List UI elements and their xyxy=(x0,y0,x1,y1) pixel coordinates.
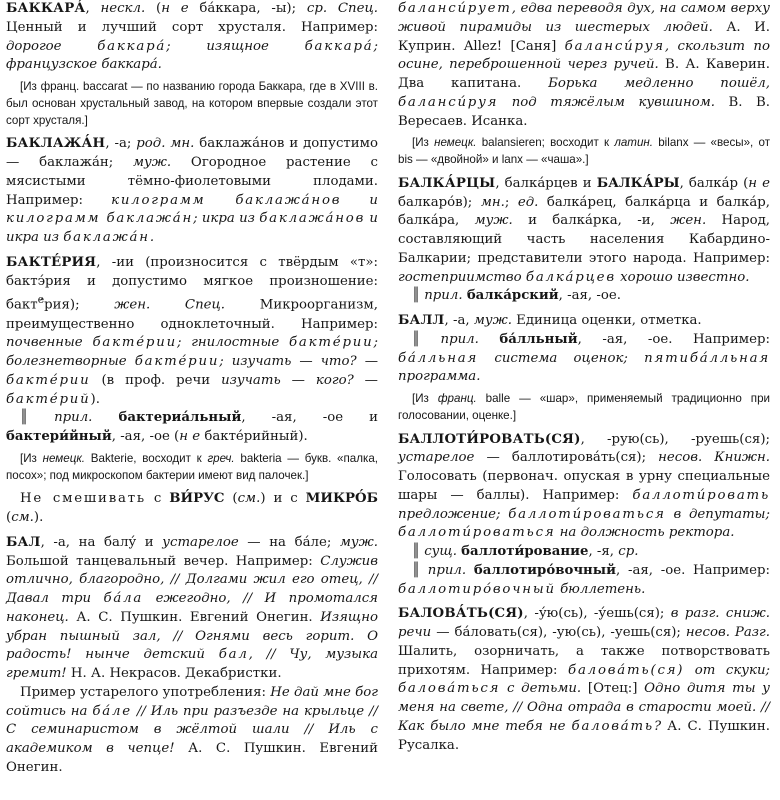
dictionary-entry xyxy=(398,175,770,306)
right-column xyxy=(398,0,770,761)
entry-definition: БАККАРА́, нескл. (н е ба́ккара, -ы); ср. Спец. Ценный и лучший сорт хрусталя. Например: дорогое баккара́; изящное баккара́; французское баккара́. xyxy=(6,1,378,73)
entry-definition: баланси́рует, едва переводя дух, на самом верху живой пирамиды из шестерых людей. А. И. Куприн. Allez! [Саня] баланси́руя, скользит по осине, переброшенной через ручей. В. А. Каверин. Два капитана. Борька медленно пошёл, баланси́руя под тяжёлым кувшином. В. В. Вересаев. Исанка. xyxy=(398,1,770,129)
entry-derivative: ║ прил. бактериа́льный, -ая, -ое и бактери́йный, -ая, -ое (н е бакте́рийный). xyxy=(6,410,378,445)
dictionary-entry xyxy=(6,0,378,129)
dictionary-entry xyxy=(398,431,770,600)
entry-definition: БАЛ, -а, на балу́ и устарелое — на ба́ле; муж. Большой танцевальный вечер. Например: Служив отлично, благородно, // Долгами жил его отец, // Давал три ба́ла ежегодно, // И промотался наконец. А. С. Пушкин. Евгений Онегин. Изящно убран пышный зал, // Огнями весь горит. О радость! нынче детский бал, // Чу, музыка гремит! Н. А. Некрасов. Декабристки. xyxy=(6,534,378,682)
entry-definition: БАКЛАЖА́Н, -а; род. мн. баклажа́нов и допустимо — баклажа́н; муж. Огородное растение с мясистыми тёмно-фиолетовыми плодами. Например: килограмм баклажа́нов и килограмм баклажа́н; икра из баклажа́нов и икра из баклажа́н. xyxy=(6,136,378,246)
entry-definition: БАКТЕ́РИЯ, -ии (произносится с твёрдым «т»: бактэ́рия и допустимо мягкое произношение: бакт$^е$́рия); жен. Спец. Микроорганизм, преимущественно одноклеточный. Например: почвенные бакте́рии; гнилостные бакте́рии; болезнетворные бакте́рии; изучать — что? — бакте́рии (в проф. речи изучать — кого? — бакте́рий). xyxy=(6,254,379,407)
etymology-note: [Из немецк. balansieren; восходит к латин. bilanx — «весы», от bis — «двойной» и lanx — «чаша».] xyxy=(398,136,770,167)
dictionary-entry xyxy=(398,0,770,169)
entry-derivative: ║ прил. баллотиро́вочный, -ая, -ое. Например: баллотиро́вочный бюллетень. xyxy=(398,562,771,597)
entry-derivative: ║ прил. ба́лльный, -ая, -ое. Например: ба́лльная система оценок; пятиба́лльная программа. xyxy=(398,331,771,385)
etymology-note: [Из немецк. Bakterie, восходит к греч. bakteria — букв. «палка, посох»; под микроскопом бактерии имеют вид палочек.] xyxy=(6,451,378,482)
left-column xyxy=(6,0,378,784)
dictionary-entry xyxy=(6,534,378,778)
dictionary-entry xyxy=(6,135,378,248)
dictionary-entry xyxy=(398,312,770,425)
usage-remark: Пример устарелого употребления: Не дай мне бог сойтись на ба́ле // Иль при разъезде на крыльце // С семинаристом в жёлтой шали // Иль с академиком в чепце! А. С. Пушкин. Евгений Онегин. xyxy=(6,684,379,775)
dictionary-entry xyxy=(6,254,378,528)
entry-definition: БАЛКА́РЦЫ, балка́рцев и БАЛКА́РЫ, балка́р (н е балкаро́в); мн.; ед. балка́рец, балка́рца и балка́р, балка́ра, муж. и балка́рка, -и, жен. Народ, составляющий часть населения Кабардино-Балкарии; представители этого народа. Например: гостеприимство балка́рцев хорошо известно. xyxy=(398,175,771,285)
entry-derivative: ║ сущ. баллоти́рование, -я, ср. xyxy=(412,544,639,560)
entry-derivative: ║ прил. балка́рский, -ая, -ое. xyxy=(412,288,621,304)
etymology-note: [Из франц. balle — «шар», применяемый традиционно при голосовании, оценке.] xyxy=(398,392,770,422)
etymology-note: [Из франц. baccarat — по названию города Баккара, где в XVIII в. был основан хрустальный завод, на котором впервые создали этот сорт хрусталя.] xyxy=(6,80,378,127)
entry-definition: БАЛОВА́ТЬ(СЯ), -у́ю(сь), -у́ешь(ся); в разг. сниж. речи — ба́ловать(ся), -ую(сь), -уешь(ся); несов. Разг. Шалить, озорничать, а также потворствовать прихотям. Например: балова́ть(ся) от скуки; балова́ться с детьми. [Отец:] Одно дитя ты у меня на свете, // Одна отрада в старости моей. // Как было мне тебя не балова́ть? А. С. Пушкин. Русалка. xyxy=(398,606,771,753)
entry-definition: БАЛЛ, -а, муж. Единица оценки, отметка. xyxy=(398,313,702,329)
entry-definition: БАЛЛОТИ́РОВАТЬ(СЯ), -рую(сь), -руешь(ся); устарелое — баллотирова́ть(ся); несов. Книжн. Голосовать (первонач. опуская в урну специальные шары — баллы). Например: баллоти́ровать предложение; баллоти́роваться в депутаты; баллоти́роваться на должность ректора. xyxy=(398,431,770,541)
dictionary-entry xyxy=(398,605,770,755)
usage-remark: Не смешивать с ВИ́РУС (см.) и с МИКРО́Б (см.). xyxy=(6,491,378,526)
